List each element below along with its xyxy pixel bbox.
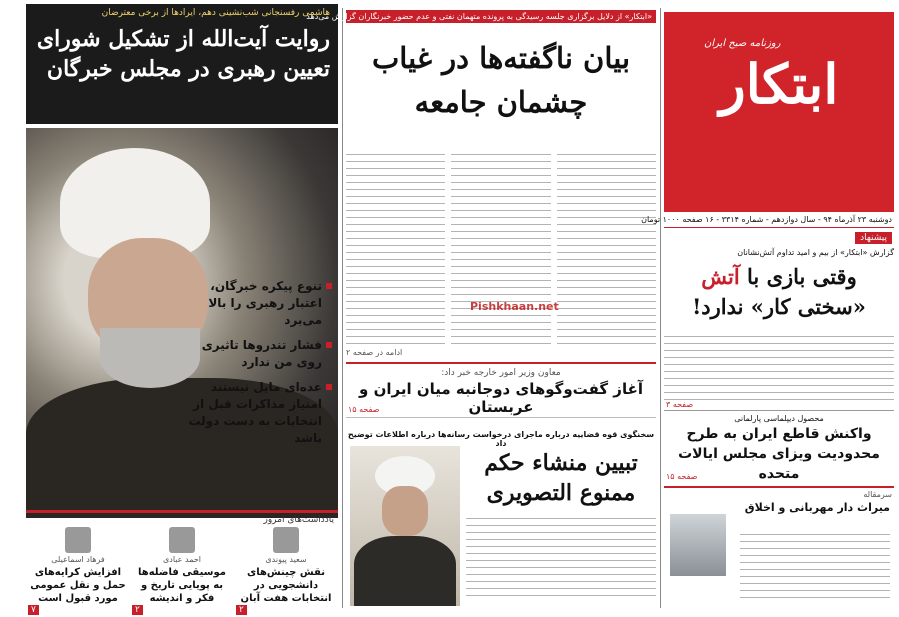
dateline: دوشنبه ۲۳ آذرماه ۹۴ - سال دوازدهم - شماره ۳۳۱۴ - ۱۶ صفحه ۱۰۰۰ تومان <box>664 212 894 228</box>
page-badge: ۲ <box>132 605 143 615</box>
proposal-tag: پیشنهاد <box>855 232 892 244</box>
bullet-item: عده‌ای مایل نیستند امتیاز مذاکرات قبل از انتخابات به دست دولت باشد <box>182 379 332 447</box>
left-bullets <box>182 278 332 455</box>
avatar <box>273 527 299 553</box>
page-ref: صفحه ۳ <box>666 400 694 409</box>
opinion-head: افزایش کرایه‌های حمل و نقل عمومی مورد قبول است <box>30 567 126 604</box>
right-headline[interactable] <box>664 262 894 322</box>
author-name: احمد عبادی <box>163 555 201 564</box>
watermark: Pishkhaan.net <box>470 300 559 313</box>
headline-red-word: آتش <box>701 264 740 289</box>
spokesman-photo <box>350 446 460 606</box>
main-body-text <box>346 148 656 348</box>
author-name: فرهاد اسماعیلی <box>51 555 105 564</box>
editorial-box[interactable] <box>664 486 894 610</box>
opinion-strip <box>26 510 338 614</box>
opinion-head: موسیقی فاضله‌ها به پویایی تاریخ و فکر و اندیشه <box>138 567 226 604</box>
bullet-item: فشار تندروها تاثیری روی من ندارد <box>182 337 332 371</box>
cleric-photo <box>26 128 338 510</box>
column-divider <box>342 8 343 608</box>
avatar <box>169 527 195 553</box>
editorial-text <box>740 528 890 598</box>
headline-part: وقتی بازی با <box>747 264 857 289</box>
masthead-logo: ابتکار <box>719 52 839 116</box>
page-ref: صفحه ۱۵ <box>666 472 698 481</box>
avatar <box>670 514 726 576</box>
right-kicker: گزارش «ابتکار» از بیم و امید تداوم آتش‌نشانان <box>737 248 894 257</box>
main-headline[interactable]: بیان ناگفته‌ها در غیاب چشمان جامعه <box>371 41 631 119</box>
right-body-text <box>664 330 894 400</box>
opinion-head: نقش چینش‌های دانشجویی در انتخابات هفت آبان <box>240 567 332 604</box>
news-box[interactable] <box>346 362 656 418</box>
bullet-item: تنوع پیکره خبرگان، اعتبار رهبری را بالا می‌برد <box>182 278 332 329</box>
masthead-subtitle: روزنامه صبح ایران <box>704 38 781 49</box>
editorial-label: سرمقاله <box>863 490 892 499</box>
opinion-piece[interactable] <box>236 527 336 617</box>
avatar <box>65 527 91 553</box>
second-headline[interactable]: تبیین منشاء حکم ممنوع التصویری <box>484 450 638 506</box>
left-kicker: هاشمی رفسنجانی شب‌نشینی دهم، ایرادها از برخی معترضان <box>101 8 330 18</box>
masthead[interactable] <box>664 12 894 212</box>
right-kicker-2: محصول دیپلماسی پارلمانی <box>664 410 894 423</box>
editorial-headline: میراث دار مهربانی و اخلاق <box>744 501 890 514</box>
author-name: سعید پیوندی <box>265 555 307 564</box>
right-column <box>641 0 894 614</box>
main-kicker: «ابتکار» از دلایل برگزاری جلسه رسیدگی به پرونده متهمان نفتی و عدم حضور خبرنگاران گزارش می‌دهد <box>346 10 656 23</box>
page-ref: صفحه ۱۵ <box>348 405 380 414</box>
opinion-piece[interactable] <box>28 527 128 617</box>
column-divider <box>660 8 661 608</box>
second-kicker: سخنگوی قوه قضاییه درباره ماجرای درخواست رسانه‌ها درباره اطلاعات توضیح داد <box>347 430 655 448</box>
left-headline: روایت آیت‌الله از تشکیل شورای تعیین رهبری در مجلس خبرگان <box>36 26 330 82</box>
headline-part: «سختی کار» ندارد! <box>692 294 866 319</box>
second-body-text <box>466 512 656 602</box>
opinion-title: یادداشت‌های امروز <box>263 515 334 525</box>
page-badge: ۲ <box>236 605 247 615</box>
left-column <box>26 4 338 614</box>
left-lead-story[interactable] <box>26 4 338 124</box>
opinion-piece[interactable] <box>132 527 232 617</box>
box-kicker: معاون وزیر امور خارجه خبر داد: <box>441 368 561 378</box>
box-headline: آغاز گفت‌وگوهای دوجانبه میان ایران و عربستان <box>359 380 643 416</box>
page-badge: ۷ <box>28 605 39 615</box>
continued-label: ادامه در صفحه ۲ <box>346 348 403 357</box>
right-headline-2[interactable]: واکنش قاطع ایران به طرح محدودیت ویزای مجلس ایالات متحده <box>678 426 880 482</box>
